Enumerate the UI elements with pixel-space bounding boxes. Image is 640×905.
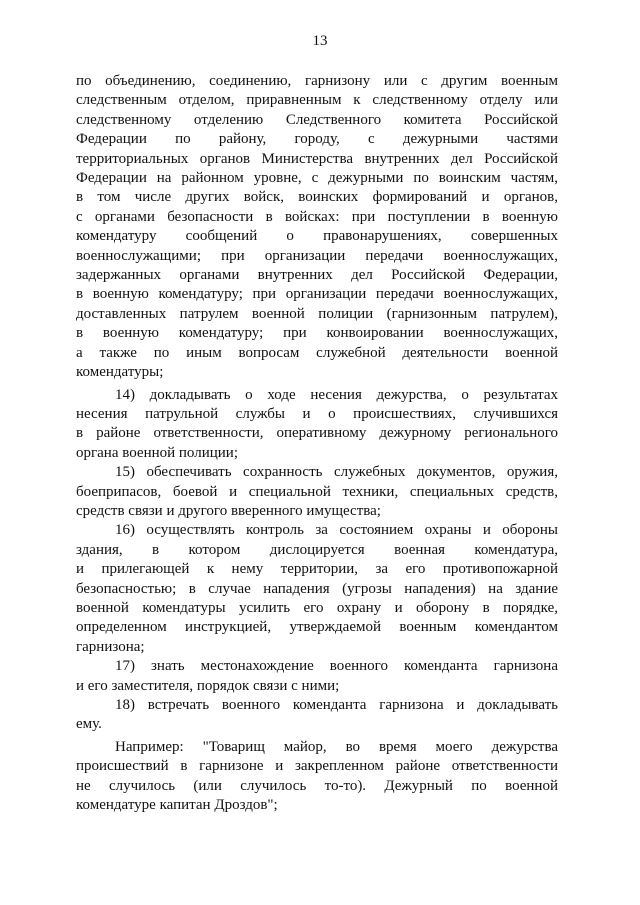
text-line: территориальных органов Министерства внутренних дел Российской — [76, 150, 558, 167]
document-body — [76, 72, 558, 815]
text-line: 14) докладывать о ходе несения дежурства, о результатах — [115, 386, 558, 403]
text-line: Например: "Товарищ майор, во время моего дежурства — [115, 738, 558, 755]
text-line: и прилегающей к нему территории, за его противопожарной — [76, 561, 558, 578]
text-line: в военную комендатуру; при конвоировании военнослужащих, — [76, 325, 558, 342]
text-line: гарнизона; — [76, 638, 145, 655]
text-line: с органами безопасности в войсках: при поступлении в военную — [76, 208, 558, 225]
text-line: комендатуры; — [76, 364, 164, 381]
text-line: по объединению, соединению, гарнизону или с другим военным — [76, 73, 558, 89]
text-line: следственному отделению Следственного комитета Российской — [76, 111, 558, 128]
page-number: 13 — [312, 33, 328, 49]
text-line: боеприпасов, боевой и специальной техники, специальных средств, — [76, 483, 558, 500]
text-line: и его заместителя, порядок связи с ними; — [76, 677, 340, 694]
paragraph — [76, 521, 558, 657]
text-line: происшествий в гарнизоне и закрепленном районе ответственности — [76, 758, 558, 775]
paragraph — [76, 738, 558, 816]
text-line: 15) обеспечивать сохранность служебных документов, оружия, — [115, 464, 558, 481]
text-line: в районе ответственности, оперативному дежурному регионального — [76, 425, 558, 442]
paragraph — [76, 72, 558, 383]
paragraph — [76, 696, 558, 735]
text-line: средств связи и другого вверенного имущества; — [76, 502, 381, 519]
paragraph — [76, 386, 558, 464]
text-line: 18) встречать военного коменданта гарнизона и докладывать — [115, 697, 558, 713]
text-line: в том числе других войск, воинских формирований и органов, — [76, 189, 558, 206]
text-line: комендатуре капитан Дроздов"; — [76, 797, 278, 814]
text-line: в военную комендатуру; при организации передачи военнослужащих, — [76, 286, 558, 303]
text-line: следственным отделом, приравненным к следственному отделу или — [76, 92, 558, 109]
text-line: определенном инструкцией, утверждаемой военным комендантом — [76, 619, 558, 636]
text-line: а также по иным вопросам служебной деятельности военной — [76, 344, 558, 361]
paragraph — [76, 463, 558, 521]
text-line: 17) знать местонахождение военного коменданта гарнизона — [115, 658, 558, 675]
text-line: органа военной полиции; — [76, 444, 238, 461]
text-line: ему. — [76, 716, 102, 733]
text-line: 16) осуществлять контроль за состоянием охраны и обороны — [115, 522, 558, 539]
text-line: не случилось (или случилось то-то). Дежурный по военной — [76, 777, 558, 794]
text-line: Федерации на районном уровне, с дежурными по воинским частям, — [76, 170, 558, 187]
text-line: доставленных патрулем военной полиции (гарнизонным патрулем), — [76, 305, 558, 322]
text-line: задержанных органами внутренних дел Российской Федерации, — [76, 267, 558, 284]
text-line: Федерации по району, городу, с дежурными частями — [76, 131, 558, 148]
text-line: военной комендатуры усилить его охрану и оборону в порядке, — [76, 599, 558, 616]
text-line: здания, в котором дислоцируется военная комендатура, — [76, 541, 558, 558]
text-line: безопасностью; в случае нападения (угрозы нападения) на здание — [76, 580, 558, 597]
text-line: несения патрульной службы и о происшествиях, случившихся — [76, 405, 558, 422]
text-line: военнослужащими; при организации передачи военнослужащих, — [76, 247, 558, 264]
text-line: комендатуру сообщений о правонарушениях, совершенных — [76, 228, 558, 245]
paragraph — [76, 657, 558, 696]
